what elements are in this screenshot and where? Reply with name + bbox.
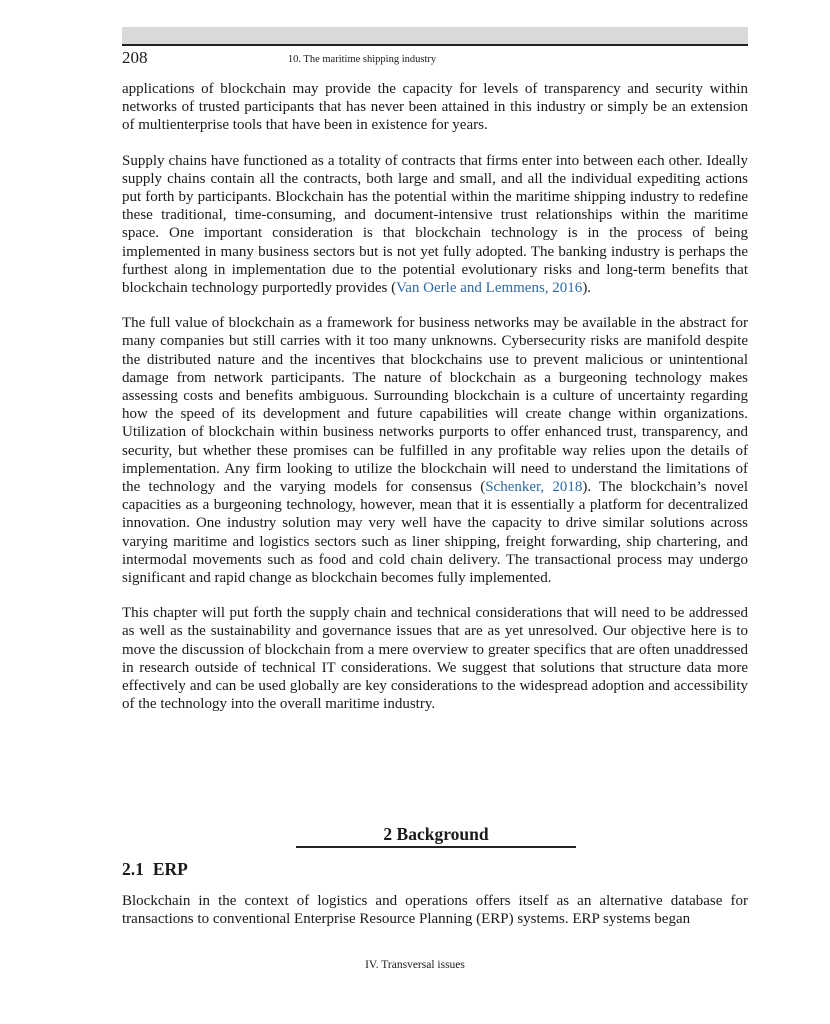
paragraph-2	[122, 152, 748, 298]
paragraph-3-end: ). The blockchain’s novel capacities as a burgeoning technology, however, mean that it is essentially a platform for decentralized innovation. One industry solution may very well have the capacity to drive similar solutions across varying maritime and logistics sectors such as liner shipping, freight forwarding, ship chartering, and intermodal movements such as food and cold chain delivery. The transactional process may undergo significant and rapid change as blockchain becomes fully implemented.	[122, 479, 748, 587]
citation-van-oerle-lemmens[interactable]: Van Oerle and Lemmens, 2016	[396, 280, 583, 297]
page-footer: IV. Transversal issues	[365, 959, 465, 971]
section-rule	[296, 846, 576, 848]
running-head: 10. The maritime shipping industry	[287, 54, 437, 65]
paragraph-3-text: The full value of blockchain as a framework for business networks may be available in the abstract for many companies but still carries with it too many unknowns. Cybersecurity risks are manifold despite the distributed nature and the incentives that blockchains use to prevent malicious or unintentional damage from network participants. The nature of blockchain as a burgeoning technology makes assessing costs and benefits ambiguous. Surrounding blockchain is a culture of uncertainty regarding how the speed of its development and future capabilities will create change within organizations. Utilization of blockchain within business networks purports to offer enhanced trust, transparency, and security, but whether these promises can be fulfilled in any profitable way relies upon the details of implementation. Any firm looking to utilize the blockchain will need to understand the limitations of the technology and the varying models for consensus (	[122, 315, 748, 496]
section-heading: 2 Background	[383, 824, 489, 844]
subsection-heading	[122, 859, 188, 879]
paragraph-4: This chapter will put forth the supply chain and technical considerations that will need to be addressed as well as the sustainability and governance issues that are as yet unresolved. Our objective here is to move the discussion of blockchain from a mere overview to greater specifics that are often unaddressed in research outside of technical IT considerations. We suggest that solutions that structure data more effectively and can be used globally are key considerations to the widespread adoption and accessibility of the technology into the overall maritime industry.	[122, 605, 748, 713]
header-rule	[122, 44, 748, 46]
subsection-paragraph: Blockchain in the context of logistics and operations offers itself as an alternative database for transactions to conventional Enterprise Resource Planning (ERP) systems. ERP systems began	[122, 893, 748, 928]
paragraph-1: applications of blockchain may provide the capacity for levels of transparency and security within networks of trusted participants that has never been attained in this industry or simply be an extension of multienterprise tools that have been in existence for years.	[122, 81, 748, 134]
body-text	[122, 80, 748, 731]
citation-schenker[interactable]: Schenker, 2018	[485, 479, 583, 496]
paragraph-2-text: Supply chains have functioned as a totality of contracts that firms enter into between each other. Ideally supply chains contain all the contracts, both large and small, and all the individual expediting actions put forth by participants. Blockchain has the potential within the maritime shipping industry to redefine these traditional, time-consuming, and document-intensive trust relationships within the maritime space. One important consideration is that blockchain technology is in the process of being implemented in many business sectors but is not yet fully adopted. The banking industry is perhaps the furthest along in implementation due to the potential evolutionary risks and long-term benefits that blockchain technology purportedly provides (	[122, 152, 748, 297]
paragraph-3	[122, 314, 748, 587]
paragraph-2-end: ).	[582, 280, 592, 297]
subsection-title: ERP	[152, 859, 188, 879]
subsection-number: 2.1	[122, 859, 144, 879]
page-number: 208	[122, 48, 148, 67]
header-band	[122, 27, 748, 44]
